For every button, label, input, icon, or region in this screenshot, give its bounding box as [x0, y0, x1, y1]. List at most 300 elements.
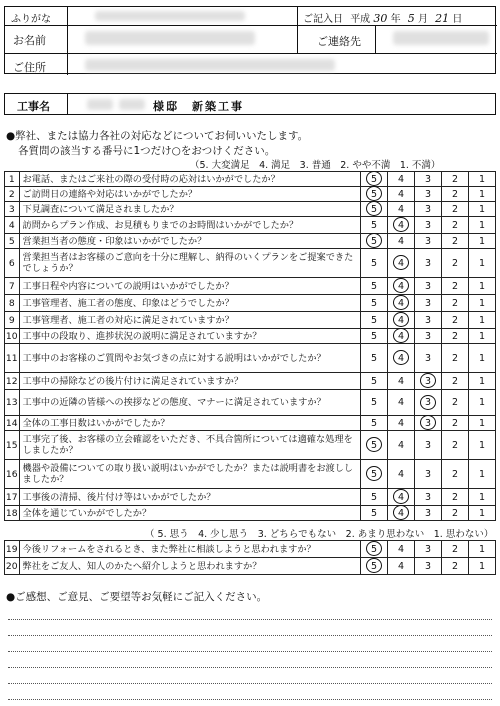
- score-option-1[interactable]: [468, 329, 495, 344]
- score-option-3[interactable]: [415, 416, 442, 431]
- score-option-3[interactable]: [415, 249, 442, 278]
- score-label: 3: [424, 417, 432, 429]
- question-number: 1: [5, 172, 20, 187]
- score-option-4[interactable]: [388, 217, 415, 234]
- score-label: 4: [398, 235, 405, 247]
- question-number: 13: [5, 390, 20, 416]
- question-text: 全体の工事日数はいかがでしたか？: [19, 416, 361, 431]
- question-text: 工事中の近隣の皆様への挨拶などの態度、マナーに満足されていますか？: [19, 390, 361, 416]
- score-label: 2: [451, 507, 459, 519]
- score-option-1[interactable]: [468, 312, 495, 329]
- score-label: 2: [451, 491, 459, 503]
- comment-line: [8, 619, 492, 620]
- score-label: 4: [398, 352, 405, 364]
- question-text: ご訪問日の連絡や対応はいかがでしたか？: [19, 187, 361, 202]
- score-label: 3: [424, 507, 432, 519]
- score-label: 4: [398, 188, 405, 200]
- score-option-4[interactable]: [388, 344, 415, 373]
- score-option-2[interactable]: [442, 506, 469, 521]
- score-option-3[interactable]: [415, 489, 442, 506]
- date-month-unit: 月: [417, 14, 428, 25]
- score-label: 1: [478, 375, 486, 387]
- score-option-1[interactable]: [468, 460, 495, 489]
- score-label: 1: [478, 417, 486, 429]
- score-option-1[interactable]: [468, 278, 495, 295]
- question-number: 17: [5, 489, 20, 506]
- score-option-5[interactable]: [361, 187, 388, 202]
- name-label: お名前: [13, 34, 46, 47]
- question-text: 営業担当者はお客様のご意向を十分に理解し、納得のいくプランをご提案できたでしょうか？: [19, 249, 361, 278]
- score-option-5[interactable]: [361, 489, 388, 506]
- score-label: 2: [451, 543, 459, 555]
- score-option-1[interactable]: [468, 431, 495, 460]
- circle-mark-icon: [366, 201, 382, 216]
- circle-mark-icon: [366, 466, 382, 481]
- question-row: [5, 295, 496, 312]
- score-label: 5: [371, 397, 378, 408]
- circle-mark-icon: [393, 312, 409, 327]
- score-option-2[interactable]: [442, 295, 469, 312]
- circle-mark-icon: [393, 295, 409, 310]
- score-label: 2: [451, 297, 459, 309]
- question-number: 18: [5, 507, 18, 519]
- redacted-project-2: [119, 99, 145, 110]
- project-label: 工事名: [17, 100, 50, 113]
- score-option-1[interactable]: [468, 234, 495, 249]
- score-label: 1: [478, 468, 486, 480]
- circle-mark-icon: [393, 350, 409, 365]
- score-option-2[interactable]: [442, 234, 469, 249]
- score-label: 5: [371, 543, 378, 555]
- score-label: 5: [371, 235, 378, 247]
- score-label: 1: [478, 491, 486, 503]
- circle-mark-icon: [393, 505, 409, 520]
- score-label: 2: [451, 173, 459, 185]
- date-day-unit: 日: [452, 14, 463, 25]
- question-text: お電話、またはご来社の際の受付時の応対はいかがでしたか？: [19, 172, 361, 187]
- contact-label: ご連絡先: [317, 35, 361, 48]
- circle-mark-icon: [393, 278, 409, 293]
- score-option-1[interactable]: [468, 344, 495, 373]
- question-row: [5, 489, 496, 506]
- score-label: 4: [398, 375, 405, 387]
- circle-mark-icon: [393, 217, 409, 232]
- score-option-1[interactable]: [468, 172, 495, 187]
- question-number: 3: [5, 202, 20, 217]
- score-option-2[interactable]: [442, 312, 469, 329]
- question-number: 9: [5, 312, 20, 329]
- score-option-4[interactable]: [388, 202, 415, 217]
- question-row: [5, 329, 496, 344]
- question-row: [5, 373, 496, 390]
- score-label: 2: [451, 203, 459, 215]
- score-option-5[interactable]: [361, 234, 388, 249]
- score-label: 5: [371, 203, 378, 215]
- score-option-3[interactable]: [415, 172, 442, 187]
- score-label: 1: [478, 560, 486, 572]
- score-option-5[interactable]: [361, 344, 388, 373]
- score-option-2[interactable]: [442, 489, 469, 506]
- score-option-5[interactable]: [361, 431, 388, 460]
- score-label: 1: [478, 397, 486, 408]
- score-option-5[interactable]: [361, 541, 388, 558]
- score-label: 4: [398, 507, 405, 519]
- question-number: 2: [5, 187, 20, 202]
- score-label: 2: [451, 330, 459, 342]
- score-option-2[interactable]: [442, 187, 469, 202]
- score-option-2[interactable]: [442, 416, 469, 431]
- score-option-5[interactable]: [361, 506, 388, 521]
- score-label: 3: [424, 352, 432, 364]
- score-label: 4: [398, 439, 405, 451]
- score-option-2[interactable]: [442, 202, 469, 217]
- question-number: 5: [5, 234, 20, 249]
- furigana-label: ふりがな: [11, 14, 51, 25]
- score-label: 2: [451, 280, 459, 292]
- score-option-4[interactable]: [388, 460, 415, 489]
- score-option-1[interactable]: [468, 187, 495, 202]
- score-option-3[interactable]: [415, 344, 442, 373]
- comment-line: [8, 635, 492, 636]
- score-label: 1: [478, 543, 486, 555]
- score-option-5[interactable]: [361, 373, 388, 390]
- redacted-project-1: [87, 99, 113, 110]
- score-label: 5: [371, 297, 378, 309]
- score-label: 3: [424, 330, 432, 342]
- score-option-2[interactable]: [442, 249, 469, 278]
- score-label: 5: [371, 330, 378, 342]
- comment-line: [8, 683, 492, 684]
- score-label: 1: [478, 297, 486, 309]
- survey-table-2: [4, 540, 496, 575]
- circle-mark-icon: [366, 233, 382, 248]
- question-number: 16: [5, 460, 20, 489]
- score-option-5[interactable]: [361, 202, 388, 217]
- score-option-2[interactable]: [442, 172, 469, 187]
- score-option-4[interactable]: [388, 172, 415, 187]
- score-label: 5: [371, 468, 378, 480]
- question-number: 19: [5, 541, 20, 558]
- score-label: 5: [371, 417, 378, 429]
- score-label: 3: [424, 543, 432, 555]
- address-label: ご住所: [13, 61, 46, 74]
- comment-line: [8, 667, 492, 668]
- question-text: 工事中の掃除などの後片付けに満足されていますか？: [19, 373, 361, 390]
- score-option-5[interactable]: [361, 329, 388, 344]
- score-option-3[interactable]: [415, 278, 442, 295]
- score-label: 2: [451, 257, 459, 269]
- score-label: 4: [398, 257, 405, 269]
- score-label: 4: [398, 491, 405, 503]
- score-label: 4: [398, 397, 405, 408]
- question-number: 4: [5, 217, 20, 234]
- score-option-3[interactable]: [415, 234, 442, 249]
- question-row: [5, 541, 496, 558]
- score-label: 5: [371, 560, 378, 572]
- circle-mark-icon: [420, 395, 436, 410]
- question-row: [5, 416, 496, 431]
- score-option-3[interactable]: [415, 460, 442, 489]
- score-option-3[interactable]: [415, 390, 442, 416]
- score-option-4[interactable]: [388, 187, 415, 202]
- score-option-3[interactable]: [415, 506, 442, 521]
- score-label: 3: [424, 439, 432, 451]
- circle-mark-icon: [366, 558, 382, 573]
- score-option-1[interactable]: [468, 295, 495, 312]
- score-option-5[interactable]: [361, 390, 388, 416]
- question-text: 弊社をご友人、知人のかたへ紹介しようと思われますか？: [19, 558, 361, 575]
- score-option-3[interactable]: [415, 541, 442, 558]
- question-row: [5, 187, 496, 202]
- question-number: 10: [5, 330, 18, 342]
- score-option-2[interactable]: [442, 278, 469, 295]
- score-option-5[interactable]: [361, 217, 388, 234]
- question-row: [5, 506, 496, 521]
- score-label: 1: [478, 203, 486, 215]
- score-option-2[interactable]: [442, 344, 469, 373]
- score-option-5[interactable]: [361, 295, 388, 312]
- date-year-unit: 年: [390, 14, 401, 25]
- question-number: 14: [5, 417, 18, 429]
- score-label: 3: [424, 219, 432, 231]
- score-option-3[interactable]: [415, 329, 442, 344]
- score-option-1[interactable]: [468, 390, 495, 416]
- intro-line-2: 各質問の該当する番号に1つだけ○をおつけください。: [18, 145, 276, 157]
- redacted-contact: [393, 31, 489, 45]
- score-option-1[interactable]: [468, 249, 495, 278]
- score-label: 5: [371, 257, 378, 269]
- score-option-1[interactable]: [468, 373, 495, 390]
- score-option-1[interactable]: [468, 217, 495, 234]
- question-text: 工事管理者、施工者の対応に満足されていますか？: [19, 312, 361, 329]
- score-option-1[interactable]: [468, 489, 495, 506]
- comment-line: [8, 651, 492, 652]
- project-suffix: 様邸 新築工事: [153, 100, 244, 113]
- score-label: 3: [424, 397, 432, 408]
- score-label: 3: [424, 188, 432, 200]
- score-label: 4: [398, 560, 405, 572]
- score-label: 3: [424, 280, 432, 292]
- score-option-4[interactable]: [388, 431, 415, 460]
- score-label: 5: [371, 507, 378, 519]
- score-option-2[interactable]: [442, 431, 469, 460]
- score-label: 5: [371, 314, 378, 326]
- score-option-5[interactable]: [361, 312, 388, 329]
- scale-legend-2: （ 5. 思う 4. 少し思う 3. どちらでもない 2. あまり思わない 1. 思わない）: [145, 529, 494, 540]
- score-option-5[interactable]: [361, 249, 388, 278]
- question-text: 工事日程や内容についての説明はいかがでしたか？: [19, 278, 361, 295]
- intro-line-1: ●弊社、または協力各社の対応などについてお伺いいたします。: [6, 130, 309, 142]
- score-label: 4: [398, 219, 405, 231]
- score-option-4[interactable]: [388, 278, 415, 295]
- score-label: 5: [371, 439, 378, 451]
- score-label: 3: [424, 297, 432, 309]
- question-number: 7: [5, 278, 20, 295]
- question-row: [5, 172, 496, 187]
- score-label: 3: [424, 375, 432, 387]
- score-label: 1: [478, 507, 486, 519]
- score-label: 5: [371, 491, 378, 503]
- circle-mark-icon: [366, 171, 382, 186]
- score-label: 2: [451, 417, 459, 429]
- header-table: [4, 6, 496, 74]
- score-option-4[interactable]: [388, 558, 415, 575]
- score-option-3[interactable]: [415, 558, 442, 575]
- question-row: [5, 249, 496, 278]
- score-option-2[interactable]: [442, 558, 469, 575]
- score-label: 4: [398, 314, 405, 326]
- score-option-4[interactable]: [388, 329, 415, 344]
- comments-label: ●ご感想、ご意見、ご要望等お気軽にご記入ください。: [6, 591, 268, 603]
- score-option-1[interactable]: [468, 506, 495, 521]
- score-option-2[interactable]: [442, 373, 469, 390]
- score-label: 4: [398, 297, 405, 309]
- question-text: 工事後の清掃、後片付け等はいかがでしたか？: [19, 489, 361, 506]
- question-number: 11: [5, 344, 20, 373]
- score-label: 2: [451, 439, 459, 451]
- score-option-5[interactable]: [361, 278, 388, 295]
- question-row: [5, 217, 496, 234]
- circle-mark-icon: [420, 415, 436, 430]
- score-label: 3: [424, 314, 432, 326]
- score-label: 3: [424, 173, 432, 185]
- circle-mark-icon: [393, 489, 409, 504]
- score-label: 2: [451, 375, 459, 387]
- score-label: 2: [451, 352, 459, 364]
- redacted-furigana: [95, 11, 245, 21]
- question-text: 今後リフォームをされるとき、また弊社に相談しようと思われますか？: [19, 541, 361, 558]
- score-label: 5: [371, 375, 378, 387]
- question-text: 下見調査について満足されましたか？: [19, 202, 361, 217]
- score-label: 2: [451, 219, 459, 231]
- redacted-name: [85, 31, 255, 45]
- score-label: 5: [371, 352, 378, 364]
- score-label: 1: [478, 314, 486, 326]
- circle-mark-icon: [393, 255, 409, 270]
- score-option-4[interactable]: [388, 541, 415, 558]
- score-option-4[interactable]: [388, 312, 415, 329]
- score-label: 3: [424, 468, 432, 480]
- question-number: 8: [5, 295, 20, 312]
- redacted-address: [85, 59, 335, 71]
- score-option-2[interactable]: [442, 217, 469, 234]
- score-label: 2: [451, 314, 459, 326]
- score-label: 2: [451, 560, 459, 572]
- question-row: [5, 344, 496, 373]
- entry-date: [303, 10, 462, 25]
- date-month: 5: [407, 12, 415, 25]
- score-label: 3: [424, 491, 432, 503]
- score-option-4[interactable]: [388, 373, 415, 390]
- score-option-3[interactable]: [415, 295, 442, 312]
- circle-mark-icon: [366, 186, 382, 201]
- score-label: 1: [478, 330, 486, 342]
- score-label: 4: [398, 203, 405, 215]
- score-option-2[interactable]: [442, 541, 469, 558]
- score-label: 2: [451, 397, 459, 408]
- score-option-1[interactable]: [468, 416, 495, 431]
- score-label: 3: [424, 257, 432, 269]
- question-row: [5, 278, 496, 295]
- score-label: 1: [478, 219, 486, 231]
- score-option-5[interactable]: [361, 172, 388, 187]
- score-label: 2: [451, 188, 459, 200]
- score-label: 5: [371, 280, 378, 292]
- score-option-5[interactable]: [361, 460, 388, 489]
- score-option-3[interactable]: [415, 431, 442, 460]
- score-option-3[interactable]: [415, 187, 442, 202]
- score-option-2[interactable]: [442, 390, 469, 416]
- date-era: 平成: [350, 14, 371, 25]
- score-label: 3: [424, 560, 432, 572]
- question-number: 12: [5, 373, 20, 390]
- comment-line: [8, 699, 492, 700]
- score-label: 1: [478, 188, 486, 200]
- score-option-5[interactable]: [361, 558, 388, 575]
- score-label: 1: [478, 280, 486, 292]
- score-option-4[interactable]: [388, 295, 415, 312]
- score-label: 3: [424, 203, 432, 215]
- score-option-4[interactable]: [388, 249, 415, 278]
- score-option-3[interactable]: [415, 202, 442, 217]
- score-option-1[interactable]: [468, 202, 495, 217]
- question-row: [5, 431, 496, 460]
- score-option-5[interactable]: [361, 416, 388, 431]
- circle-mark-icon: [366, 437, 382, 452]
- score-option-4[interactable]: [388, 390, 415, 416]
- date-year: 30: [373, 12, 388, 25]
- question-text: 訪問からプラン作成、お見積もりまでのお時間はいかがでしたか？: [19, 217, 361, 234]
- score-label: 4: [398, 468, 405, 480]
- question-number: 6: [5, 249, 20, 278]
- question-text: 機器や設備についての取り扱い説明はいかがでしたか？または説明書をお渡ししましたか？: [19, 460, 361, 489]
- survey-table-1: [4, 171, 496, 521]
- circle-mark-icon: [420, 373, 436, 388]
- question-number: 20: [5, 558, 20, 575]
- question-row: [5, 558, 496, 575]
- circle-mark-icon: [366, 541, 382, 556]
- score-option-4[interactable]: [388, 234, 415, 249]
- score-label: 1: [478, 257, 486, 269]
- score-label: 1: [478, 235, 486, 247]
- circle-mark-icon: [393, 328, 409, 343]
- score-option-4[interactable]: [388, 489, 415, 506]
- score-option-3[interactable]: [415, 217, 442, 234]
- score-label: 2: [451, 235, 459, 247]
- question-text: 全体を通じていかがでしたか？: [19, 506, 361, 521]
- score-label: 1: [478, 173, 486, 185]
- score-label: 1: [478, 439, 486, 451]
- score-label: 4: [398, 173, 405, 185]
- score-option-2[interactable]: [442, 460, 469, 489]
- score-label: 5: [371, 219, 378, 231]
- score-label: 4: [398, 417, 405, 429]
- score-label: 4: [398, 543, 405, 555]
- score-option-4[interactable]: [388, 416, 415, 431]
- score-option-3[interactable]: [415, 312, 442, 329]
- project-row: [4, 93, 496, 115]
- score-option-2[interactable]: [442, 329, 469, 344]
- question-text: 工事管理者、施工者の態度、印象はどうでしたか？: [19, 295, 361, 312]
- score-option-4[interactable]: [388, 506, 415, 521]
- score-label: 2: [451, 468, 459, 480]
- question-text: 営業担当者の態度・印象はいかがでしたか？: [19, 234, 361, 249]
- score-option-1[interactable]: [468, 558, 495, 575]
- score-option-3[interactable]: [415, 373, 442, 390]
- question-text: 工事完了後、お客様の立会確認をいただき、不具合箇所については適確な処理をしましたか？: [19, 431, 361, 460]
- scale-legend-1: （5. 大変満足 4. 満足 3. 普通 2. やや不満 1. 不満）: [190, 160, 441, 171]
- score-option-1[interactable]: [468, 541, 495, 558]
